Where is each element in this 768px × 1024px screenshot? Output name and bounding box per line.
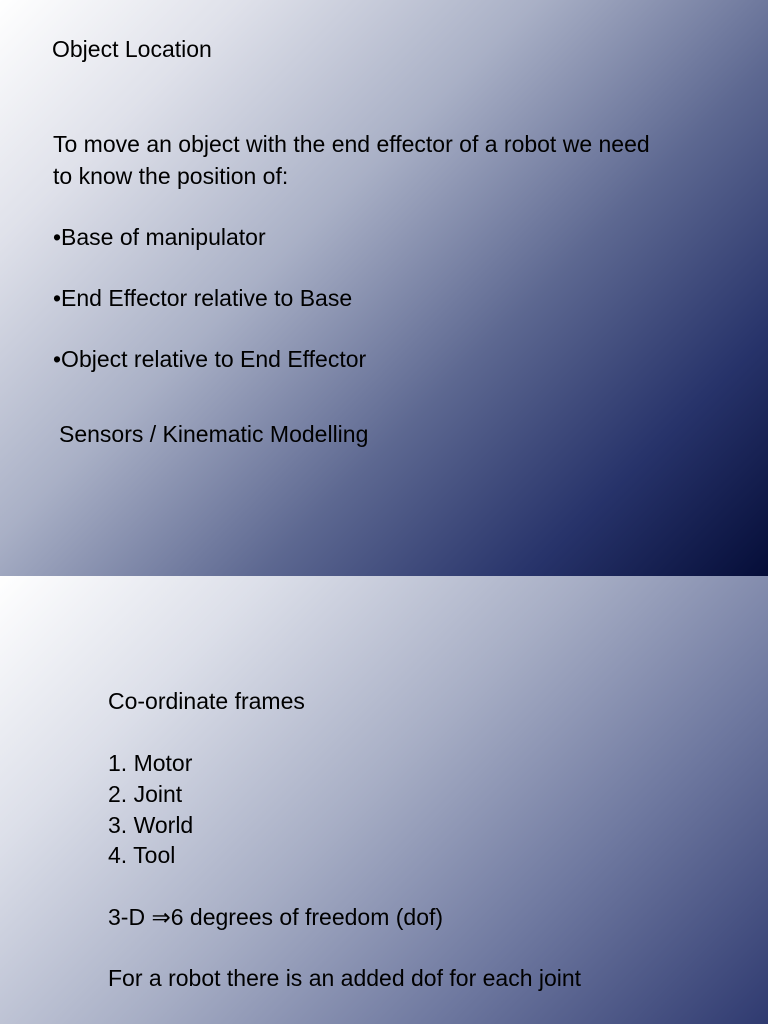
list-item-joint: 2. Joint — [108, 781, 183, 807]
bullet-base: •Base of manipulator — [53, 224, 266, 250]
slide-footer: Sensors / Kinematic Modelling — [59, 421, 369, 447]
intro-line-1: To move an object with the end effector of a robot we need — [53, 131, 650, 157]
bullet-object: •Object relative to End Effector — [53, 346, 367, 372]
slide-coordinate-frames — [0, 576, 768, 1024]
bullet-end-effector: •End Effector relative to Base — [53, 285, 353, 311]
slide-title: Object Location — [52, 36, 212, 62]
intro-line-2: to know the position of: — [53, 163, 289, 189]
list-item-world: 3. World — [108, 812, 194, 838]
list-item-motor: 1. Motor — [108, 750, 193, 776]
dof-line: 3-D ⇒6 degrees of freedom (dof) — [108, 904, 444, 930]
list-item-tool: 4. Tool — [108, 842, 176, 868]
robot-dof-line: For a robot there is an added dof for each joint — [108, 965, 582, 991]
slide-heading: Co-ordinate frames — [108, 688, 305, 714]
